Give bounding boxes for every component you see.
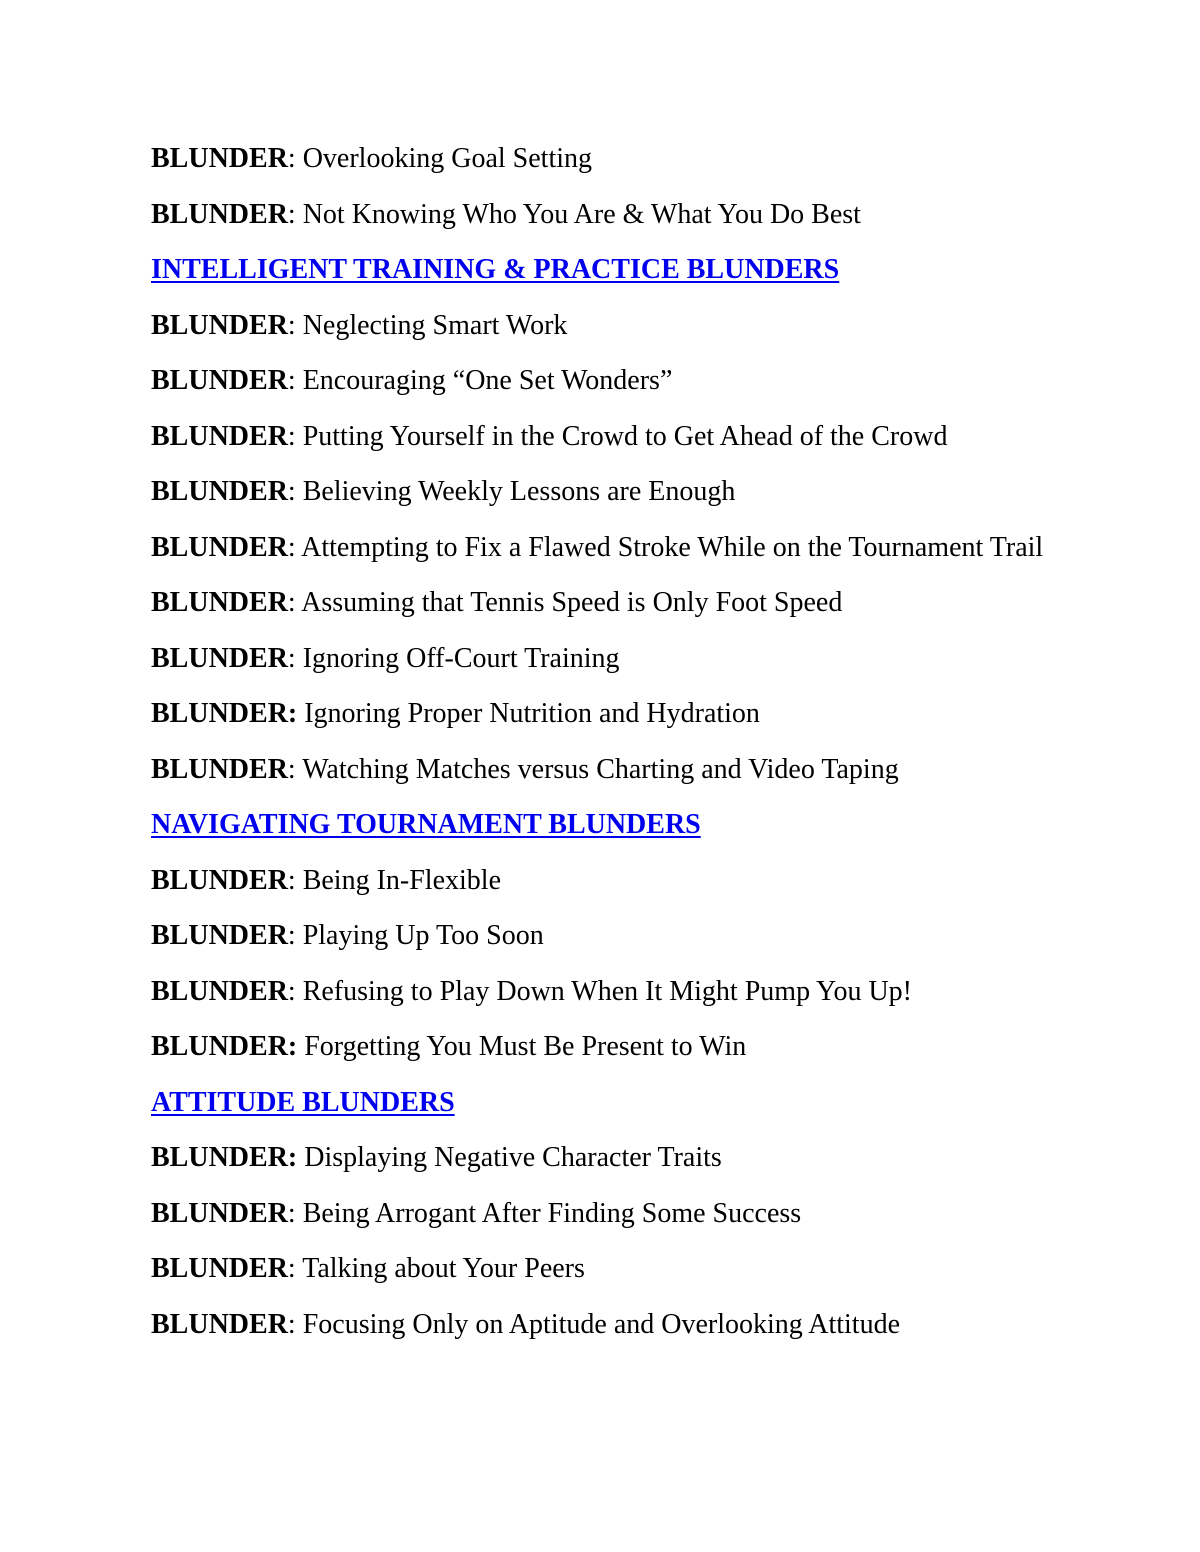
blunder-separator: : [287,476,303,507]
blunder-item [151,363,1049,399]
blunder-item [151,1196,1049,1232]
blunder-label: BLUNDER [151,420,288,452]
blunder-text: Assuming that Tennis Speed is Only Foot Speed [301,587,843,618]
blunder-separator: : [287,531,302,563]
blunder-item [151,863,1049,899]
blunder-label: BLUNDER [151,365,288,396]
blunder-label: BLUNDER: [151,698,298,729]
blunder-separator: : [287,198,303,230]
blunder-separator: : [287,587,302,618]
blunder-text: Being In-Flexible [302,864,501,896]
blunder-label: BLUNDER [151,1308,288,1340]
blunder-separator: : [287,309,303,341]
blunder-item [151,974,1049,1010]
blunder-item [151,696,1049,732]
blunder-label: BLUNDER [151,864,288,896]
section-heading-link[interactable]: NAVIGATING TOURNAMENT BLUNDERS [151,809,701,840]
blunder-label: BLUNDER: [151,1031,298,1062]
blunder-item [151,1140,1049,1176]
blunder-separator: : [287,920,303,951]
blunder-item [151,1029,1049,1065]
blunder-text: Being Arrogant After Finding Some Success [302,1197,802,1229]
blunder-label: BLUNDER [151,309,288,341]
blunder-label: BLUNDER [151,920,288,951]
section-heading [151,807,1049,843]
section-heading [151,1085,1049,1121]
blunder-separator: : [287,642,303,674]
blunder-label: BLUNDER [151,531,288,563]
blunder-item [151,585,1049,621]
blunder-text: Forgetting You Must Be Present to Win [304,1031,747,1062]
blunder-text: Displaying Negative Character Traits [304,1142,722,1173]
blunder-item [151,918,1049,954]
blunder-separator: : [287,1197,303,1229]
blunder-separator: : [287,420,303,452]
blunder-text: Believing Weekly Lessons are Enough [302,476,736,507]
blunder-label: BLUNDER [151,587,288,618]
blunder-separator: : [287,1253,303,1284]
blunder-label: BLUNDER [151,476,288,507]
blunder-text: Putting Yourself in the Crowd to Get Ahead of the Crowd [302,420,948,452]
blunder-text: Overlooking Goal Setting [302,143,592,174]
blunder-label: BLUNDER [151,753,288,785]
section-heading [151,252,1049,288]
blunder-item [151,419,1049,455]
blunder-item [151,641,1049,677]
blunder-separator: : [287,975,303,1007]
blunder-text: Ignoring Off-Court Training [302,642,620,674]
blunder-separator: : [287,1308,303,1340]
blunder-text: Encouraging “One Set Wonders” [302,365,673,396]
blunder-item [151,308,1049,344]
blunder-item [151,1307,1049,1343]
blunder-label: BLUNDER [151,143,288,174]
blunder-label: BLUNDER [151,1253,288,1284]
blunder-label: BLUNDER [151,1197,288,1229]
blunder-text: Focusing Only on Aptitude and Overlooking Attitude [302,1308,900,1340]
blunder-separator: : [287,143,303,174]
blunder-text: Attempting to Fix a Flawed Stroke While on the Tournament Trail [301,531,1044,563]
blunder-label: BLUNDER [151,642,288,674]
blunder-text: Refusing to Play Down When It Might Pump You Up! [302,975,912,1007]
blunder-text: Watching Matches versus Charting and Video Taping [302,753,899,785]
section-heading-link[interactable]: INTELLIGENT TRAINING & PRACTICE BLUNDERS [151,254,840,285]
blunder-item [151,197,1049,233]
blunder-text: Neglecting Smart Work [302,309,568,341]
blunder-item [151,474,1049,510]
blunder-text: Not Knowing Who You Are & What You Do Best [302,198,861,230]
blunder-label: BLUNDER [151,975,288,1007]
blunder-text: Ignoring Proper Nutrition and Hydration [304,698,760,729]
blunder-separator: : [287,365,303,396]
blunder-separator: : [287,753,303,785]
blunder-item [151,530,1049,566]
section-heading-link[interactable]: ATTITUDE BLUNDERS [151,1086,455,1118]
blunder-label: BLUNDER: [151,1142,298,1173]
blunder-item [151,1251,1049,1287]
blunder-text: Playing Up Too Soon [302,920,544,951]
blunder-label: BLUNDER [151,198,288,230]
blunder-separator: : [287,864,303,896]
blunder-item [151,141,1049,177]
blunder-text: Talking about Your Peers [302,1253,585,1284]
blunder-item [151,752,1049,788]
document-body [151,141,1049,1362]
